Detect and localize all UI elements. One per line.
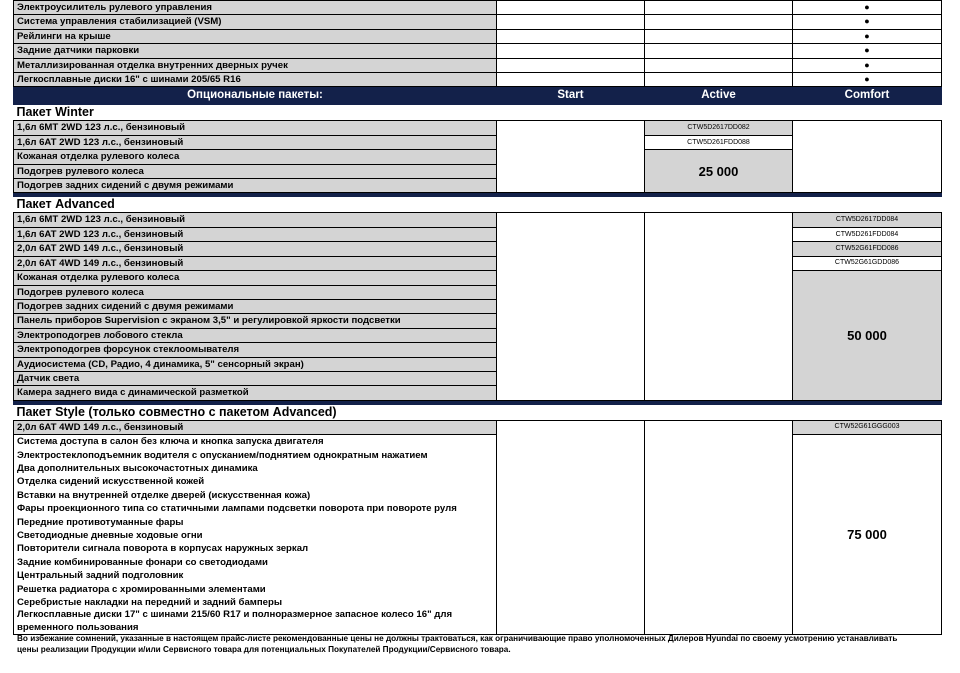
winter-price: 25 000 bbox=[645, 150, 793, 193]
feature-label: Серебристые накладки на передний и задний бамперы bbox=[14, 596, 497, 609]
feature-label: Электроподогрев лобового стекла bbox=[14, 328, 497, 342]
style-package-title: Пакет Style (только совместно с пакетом Advanced) bbox=[14, 404, 942, 420]
advanced-package-title: Пакет Advanced bbox=[14, 197, 942, 213]
package-title-row bbox=[14, 404, 942, 420]
package-title-row bbox=[14, 197, 942, 213]
feature-label: Металлизированная отделка внутренних дверных ручек bbox=[14, 58, 497, 72]
options-table bbox=[13, 0, 942, 635]
option-code: CTW5D2617DD082 bbox=[645, 121, 793, 135]
engine-label: 1,6л 6MT 2WD 123 л.с., бензиновый bbox=[14, 121, 497, 135]
feature-label: Светодиодные дневные ходовые огни bbox=[14, 529, 497, 542]
table-row bbox=[14, 256, 942, 270]
feature-label: Аудиосистема (CD, Радио, 4 динамика, 5" сенсорный экран) bbox=[14, 357, 497, 371]
feature-label: Электроусилитель рулевого управления bbox=[14, 1, 497, 15]
option-code: CTW5D2617DD084 bbox=[793, 213, 942, 227]
option-code: CTW5D261FDD084 bbox=[793, 227, 942, 241]
feature-label: Два дополнительных высокочастотных динамика bbox=[14, 462, 497, 475]
option-code: CTW52G61GGG003 bbox=[793, 420, 942, 434]
feature-label: Отделка сидений искусственной кожей bbox=[14, 475, 497, 488]
table-row bbox=[14, 29, 942, 43]
engine-label: 2,0л 6AT 4WD 149 л.с., бензиновый bbox=[14, 420, 497, 434]
table-row bbox=[14, 227, 942, 241]
option-code: CTW52G61GDD086 bbox=[793, 256, 942, 270]
package-title-row bbox=[14, 105, 942, 121]
engine-label: 1,6л 6MT 2WD 123 л.с., бензиновый bbox=[14, 213, 497, 227]
advanced-price: 50 000 bbox=[793, 271, 942, 401]
feature-label: Система управления стабилизацией (VSM) bbox=[14, 15, 497, 29]
feature-label: Фары проекционного типа со статичными лампами подсветки поворота при повороте руля bbox=[14, 502, 497, 515]
feature-label: Задние комбинированные фонари со светодиодами bbox=[14, 556, 497, 569]
included-bullet: ● bbox=[793, 73, 942, 87]
option-code: CTW5D261FDD088 bbox=[645, 135, 793, 149]
table-row bbox=[14, 242, 942, 256]
included-bullet: ● bbox=[793, 29, 942, 43]
table-row bbox=[14, 435, 942, 449]
included-bullet: ● bbox=[793, 58, 942, 72]
options-header-row bbox=[14, 87, 942, 105]
feature-label: Электростеклоподъемник водителя с опусканием/поднятием однократным нажатием bbox=[14, 449, 497, 462]
style-price: 75 000 bbox=[793, 435, 942, 635]
feature-label: Подогрев задних сидений с двумя режимами bbox=[14, 179, 497, 193]
feature-label: Решетка радиатора с хромированными элементами bbox=[14, 583, 497, 596]
options-header-label: Опциональные пакеты: bbox=[14, 87, 497, 105]
feature-label: Центральный задний подголовник bbox=[14, 569, 497, 582]
table-row bbox=[14, 15, 942, 29]
column-header-comfort: Comfort bbox=[793, 87, 942, 105]
table-row bbox=[14, 213, 942, 227]
feature-label: Кожаная отделка рулевого колеса bbox=[14, 150, 497, 164]
column-header-start: Start bbox=[497, 87, 645, 105]
table-row bbox=[14, 73, 942, 87]
option-code: CTW52G61FDD086 bbox=[793, 242, 942, 256]
feature-label: Задние датчики парковки bbox=[14, 44, 497, 58]
included-bullet: ● bbox=[793, 15, 942, 29]
engine-label: 1,6л 6AT 2WD 123 л.с., бензиновый bbox=[14, 135, 497, 149]
table-row bbox=[14, 271, 942, 285]
feature-label: Панель приборов Supervision с экраном 3,5" и регулировкой яркости подсветки bbox=[14, 314, 497, 328]
feature-label: Повторители сигнала поворота в корпусах наружных зеркал bbox=[14, 542, 497, 555]
table-row bbox=[14, 420, 942, 434]
table-row bbox=[14, 121, 942, 135]
disclaimer-footnote: Во избежание сомнений, указанные в настоящем прайс-листе рекомендованные цены не должны трактоваться, как ограничивающие право уполномоченных Дилеров Hyundai по своему усмотрению устанавливать цены реализации Продукции и/или Сервисного товара для потенциальных Покупателей Продукции/Сервисного товара. bbox=[17, 634, 898, 654]
feature-label: Электроподогрев форсунок стеклоомывателя bbox=[14, 343, 497, 357]
feature-label: Подогрев рулевого колеса bbox=[14, 285, 497, 299]
table-row bbox=[14, 44, 942, 58]
feature-label: Кожаная отделка рулевого колеса bbox=[14, 271, 497, 285]
feature-label: Вставки на внутренней отделке дверей (искусственная кожа) bbox=[14, 489, 497, 502]
engine-label: 2,0л 6AT 4WD 149 л.с., бензиновый bbox=[14, 256, 497, 270]
engine-label: 2,0л 6AT 2WD 149 л.с., бензиновый bbox=[14, 242, 497, 256]
feature-label: Легкосплавные диски 16" с шинами 205/65 R16 bbox=[14, 73, 497, 87]
included-bullet: ● bbox=[793, 44, 942, 58]
price-list-sheet bbox=[13, 0, 941, 635]
feature-label: Передние противотуманные фары bbox=[14, 516, 497, 529]
feature-label: Датчик света bbox=[14, 371, 497, 385]
engine-label: 1,6л 6AT 2WD 123 л.с., бензиновый bbox=[14, 227, 497, 241]
included-bullet: ● bbox=[793, 1, 942, 15]
winter-package-title: Пакет Winter bbox=[14, 105, 942, 121]
feature-label: Камера заднего вида с динамической разметкой bbox=[14, 386, 497, 400]
feature-label: Подогрев задних сидений с двумя режимами bbox=[14, 299, 497, 313]
feature-label: Подогрев рулевого колеса bbox=[14, 164, 497, 178]
column-header-active: Active bbox=[645, 87, 793, 105]
feature-label: Легкосплавные диски 17" с шинами 215/60 R17 и полноразмерное запасное колесо 16" для временного пользования bbox=[14, 609, 497, 634]
feature-label: Рейлинги на крыше bbox=[14, 29, 497, 43]
table-row bbox=[14, 58, 942, 72]
table-row bbox=[14, 1, 942, 15]
feature-label: Система доступа в салон без ключа и кнопка запуска двигателя bbox=[14, 435, 497, 449]
